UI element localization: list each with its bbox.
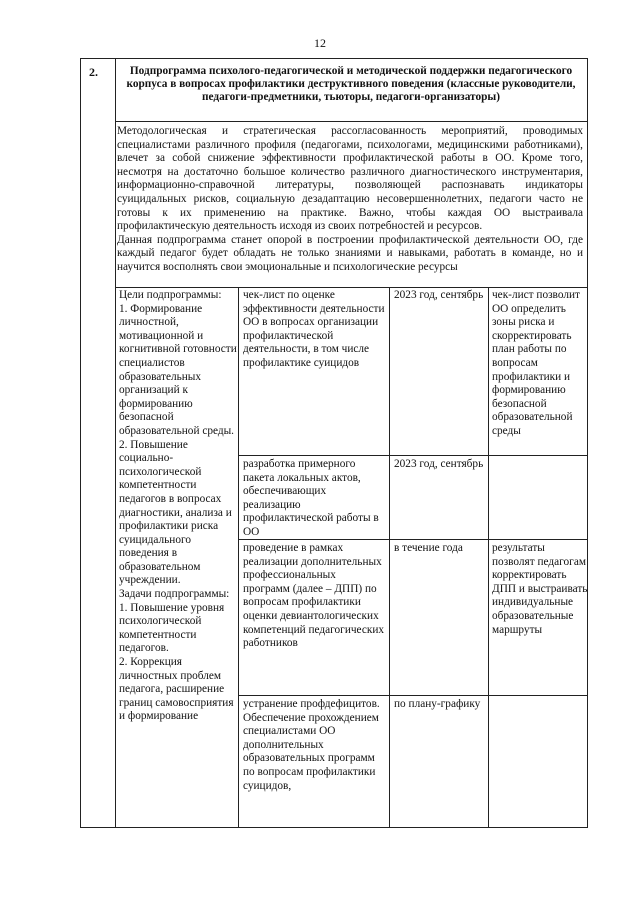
goals-cell: Цели подпрограммы: 1. Формирование личностной, мотивационной и когнитивной готовности специалистов образовательных организаций к формированию безопасной образовательной среды. 2. Повышение социально-психологической компетентности педагогов в вопросах диагностики, анализа и профилактики риска суицидального поведения в образовательном учреждении. Задачи подпрограммы: 1. Повышение уровня психологической компетентности педагогов. 2. Коррекция личностных проблем педагога, расширение границ самовосприятия и формирование [119,289,237,723]
number-column-divider [115,59,116,828]
heading-divider [115,121,588,122]
row-1-result: чек-лист позволит ОО определить зоны риска и скорректировать план работы по вопросам профилактики и формированию безопасной образовательной среды [492,289,580,437]
row-3-activity: проведение в рамках реализации дополнительных профессиональных программ (далее – ДПП) по вопросам профилактики оценки девиантологических компетенций педагогических работников [243,542,385,650]
intro-paragraph-1: Методологическая и стратегическая рассогласованность мероприятий, проводимых специалистами различного профиля (педагогами, психологами, медицинскими работниками), влечет за собой снижение эффективности профилактической работы в ОО. Кроме того, несмотря на достаточно большое количество различного диагностического инструментария, информационно-справочной литературы, позволяющей распознавать индикаторы суицидальных рисков, социальную дезадаптацию несовершеннолетних, педагоги часто не готовы к их применению на практике. Важно, чтобы каждая ОО выстраивала профилактическую деятельность исходя из своих потребностей и ресурсов. [117,125,583,233]
page-number: 12 [314,36,326,50]
intro-divider [115,287,588,288]
row-1-activity: чек-лист по оценке эффективности деятельности ОО в вопросах организации профилактической деятельности, в том числе профилактике суицидов [243,289,385,369]
intro-paragraph-2: Данная подпрограмма станет опорой в построении профилактической деятельности ОО, где каждый педагог будет обладать не только знаниями и навыками, работать в команде, но и научится восполнять свои эмоциональные и психологические ресурсы [117,233,583,273]
row-3-term: в течение года [394,542,463,554]
row-4-term: по плану-графику [394,698,481,710]
section-heading: Подпрограмма психолого-педагогической и методической поддержки педагогического корпуса в вопросах профилактики деструктивного поведения (классные руководители, педагоги-предметники, тьюторы, педагоги-организаторы) [126,65,576,103]
row-4-activity: устранение профдефицитов. Обеспечение прохождением специалистами ОО дополнительных образовательных программ по вопросам профилактики суицидов, [243,698,380,792]
row-divider-3 [238,695,588,696]
term-column-divider [389,287,390,828]
section-table [80,58,588,828]
row-3-result: результаты позволят педагогам корректировать ДПП и выстраивать индивидуальные образовательные маршруты [492,542,588,636]
section-number: 2. [89,65,98,79]
result-column-divider [488,287,489,828]
row-divider-1 [238,455,588,456]
row-2-activity: разработка примерного пакета локальных актов, обеспечивающих реализацию профилактической работы в ОО [243,458,379,538]
goals-column-divider [238,287,239,828]
row-1-term: 2023 год, сентябрь [394,289,484,301]
row-2-term: 2023 год, сентябрь [394,458,484,470]
section-intro [117,125,583,275]
